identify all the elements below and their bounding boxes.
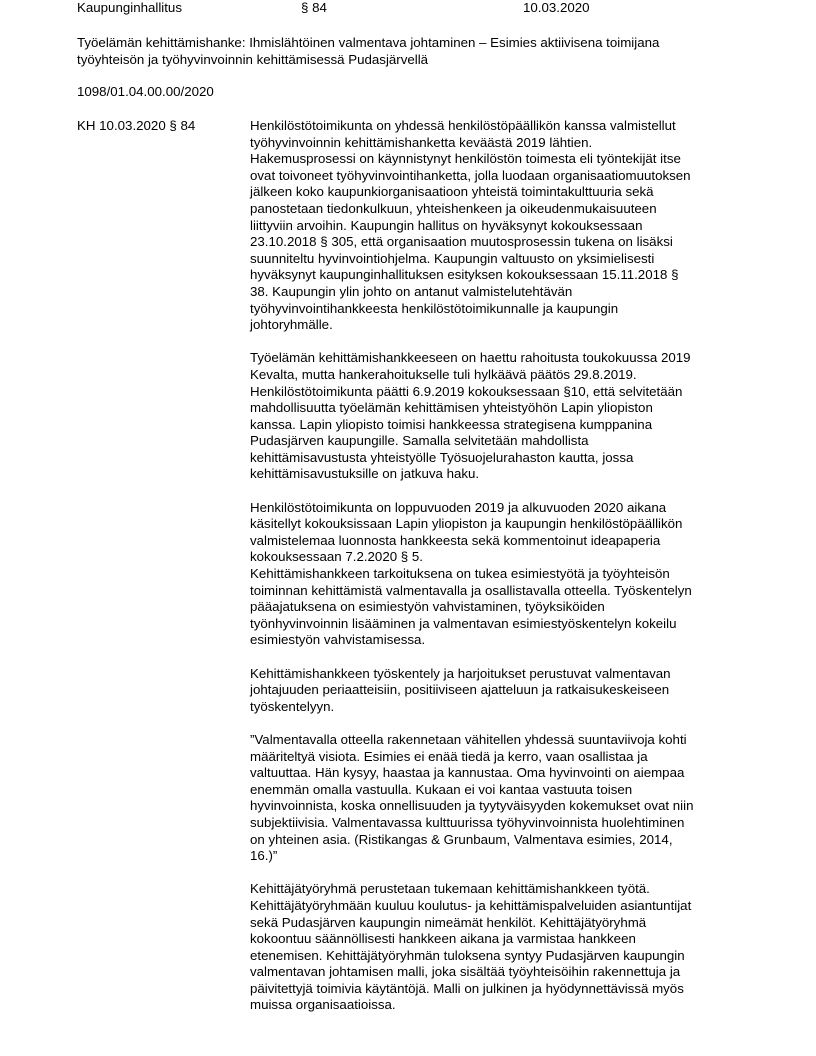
paragraph-line: etenemisen. Kehittäjätyöryhmän tuloksena syntyy Pudasjärven kaupungin <box>250 947 685 963</box>
body-paragraph <box>250 732 750 865</box>
paragraph-line: esimiestyön vahvistamisessa. <box>250 632 426 648</box>
paragraph-line: 23.10.2018 § 305, että organisaation muutosprosessin tukena on lisäksi <box>250 234 673 250</box>
paragraph-line: panostetaan tiedonkulkuun, yhteishenkeen ja oikeudenmukaisuuteen <box>250 200 657 216</box>
paragraph-line: Henkilöstötoimikunta on yhdessä henkilöstöpäällikön kanssa valmistellut <box>250 118 676 133</box>
body-paragraph <box>250 500 750 649</box>
title-line: Työelämän kehittämishanke: Ihmislähtöinen valmentava johtaminen – Esimies aktiivisena toimijana <box>77 35 660 50</box>
document-number: 1098/01.04.00.00/2020 <box>77 84 214 99</box>
paragraph-line: mahdollisuutta työelämän kehittämisen yhteistyöhön Lapin yliopiston <box>250 400 653 416</box>
header-section: § 84 <box>301 0 327 15</box>
meeting-reference: KH 10.03.2020 § 84 <box>77 118 196 133</box>
paragraph-line: johtajuuden periaatteisiin, positiiviseen ajatteluun ja ratkaisukeskeiseen <box>250 682 670 698</box>
paragraph-line: Kehittäjätyöryhmään kuuluu koulutus- ja kehittämispalveluiden asiantuntijat <box>250 897 692 913</box>
paragraph-line: päivitettyjä toimivia käytäntöjä. Malli on julkinen ja hyödynnettävissä myös <box>250 980 684 996</box>
paragraph-line: on yhteinen asia. (Ristikangas & Grunbaum, Valmentava esimies, 2014, <box>250 831 673 847</box>
paragraph-line: kehittämisavustusta yhteistyölle Työsuojelurahaston kautta, jossa <box>250 449 634 465</box>
paragraph-line: 16.)” <box>250 848 278 864</box>
paragraph-line: työskentelyyn. <box>250 698 335 714</box>
paragraph-line: Hakemusprosessi on käynnistynyt henkilöstön toimesta eli työntekijät itse <box>250 151 681 167</box>
paragraph-line: Pudasjärven kaupungille. Samalla selvitetään mahdollista <box>250 433 589 449</box>
paragraph-line: 38. Kaupungin ylin johto on antanut valmistelutehtävän <box>250 283 573 299</box>
paragraph-line: Kevalta, mutta hankerahoitukselle tuli hylkäävä päätös 29.8.2019. <box>250 366 637 382</box>
paragraph-line: valmentavan johtamisen malli, joka sisältää työyhteisöihin rakennettuja ja <box>250 964 681 980</box>
header-date: 10.03.2020 <box>523 0 590 15</box>
paragraph-line: valtuuttaa. Hän kysyy, haastaa ja kannustaa. Oma hyvinvointi on aiempaa <box>250 765 685 781</box>
paragraph-line: kanssa. Lapin yliopisto toimisi hankkeessa strategisena kumppanina <box>250 416 653 432</box>
paragraph-line: työnhyvinvoinnin lisääminen ja valmentavan esimiestyöskentelyn kokeilu <box>250 615 677 631</box>
body-paragraph <box>250 881 750 1014</box>
paragraph-line: enemmän omalla vastuulla. Kukaan ei voi kantaa vastuuta toisen <box>250 781 633 797</box>
paragraph-line: Kehittäjätyöryhmä perustetaan tukemaan kehittämishankkeen työtä. <box>250 881 650 897</box>
paragraph-line: Henkilöstötoimikunta päätti 6.9.2019 kokouksessaan §10, että selvitetään <box>250 383 683 399</box>
paragraph-line: subjektiivisia. Valmentavassa kulttuurissa työhyvinvoinnista huolehtiminen <box>250 814 685 830</box>
paragraph-line: Kehittämishankkeen tarkoituksena on tukea esimiestyötä ja työyhteisön <box>250 566 670 582</box>
paragraph-line: kokouksessaan 7.2.2020 § 5. <box>250 549 423 565</box>
paragraph-line: ”Valmentavalla otteella rakennetaan vähitellen yhdessä suuntaviivoja kohti <box>250 731 687 747</box>
paragraph-line: suunniteltu hyvinvointiohjelma. Kaupungin valtuusto on yksimielisesti <box>250 250 655 266</box>
body-paragraph <box>250 666 750 716</box>
paragraph-line: toiminnan kehittämistä valmentavalla ja osallistavalla otteella. Työskentelyn <box>250 582 692 598</box>
paragraph-line: liittyviin arvoihin. Kaupungin hallitus on hyväksynyt kokouksessaan <box>250 217 643 233</box>
paragraph-line: Henkilöstötoimikunta on loppuvuoden 2019 ja alkuvuoden 2020 aikana <box>250 499 667 515</box>
header-organ: Kaupunginhallitus <box>77 0 182 15</box>
paragraph-line: määriteltyä visiota. Esimies ei enää tiedä ja kerro, vaan osallistaa ja <box>250 748 648 764</box>
paragraph-line: käsitellyt kokouksissaan Lapin yliopiston ja kaupungin henkilöstöpäällikön <box>250 516 683 532</box>
paragraph-line: työhyvinvointihankkeesta henkilöstötoimikunnalle ja kaupungin <box>250 300 619 316</box>
paragraph-line: työhyvinvoinnin kehittämishanketta keväästä 2019 lähtien. <box>250 134 593 150</box>
paragraph-line: hyvinvoinnista, koska onnellisuuden ja tyytyväisyyden kokemukset ovat niin <box>250 798 694 814</box>
paragraph-line: jälkeen koko kaupunkiorganisaatioon yhteistä toimintakulttuuria sekä <box>250 184 654 200</box>
document-title <box>77 35 777 68</box>
paragraph-line: Kehittämishankkeen työskentely ja harjoitukset perustuvat valmentavan <box>250 665 671 681</box>
paragraph-line: kehittämisavustuksille on jatkuva haku. <box>250 466 480 482</box>
paragraph-line: hyväksynyt kaupunginhallituksen esityksen kokouksessaan 15.11.2018 § <box>250 267 679 283</box>
title-line: työyhteisön ja työhyvinvoinnin kehittämisessä Pudasjärvellä <box>77 51 429 67</box>
paragraph-line: sekä Pudasjärven kaupungin nimeämät henkilöt. Kehittäjätyöryhmä <box>250 914 647 930</box>
body-paragraph <box>250 118 750 334</box>
paragraph-line: kokoontuu säännöllisesti hankkeen aikana ja varmistaa hankkeen <box>250 931 636 947</box>
paragraph-line: pääajatuksena on esimiestyön vahvistaminen, työyksiköiden <box>250 599 605 615</box>
paragraph-line: Työelämän kehittämishankkeeseen on haettu rahoitusta toukokuussa 2019 <box>250 350 691 366</box>
document-body <box>250 118 750 1031</box>
paragraph-line: muissa organisaatioissa. <box>250 997 396 1013</box>
paragraph-line: valmistelemaa luonnosta hankkeesta sekä kommentoinut ideapaperia <box>250 532 661 548</box>
paragraph-line: johtoryhmälle. <box>250 317 333 333</box>
paragraph-line: ovat toivoneet työhyvinvointihanketta, jolla luodaan organisaatiomuutoksen <box>250 167 691 183</box>
body-paragraph <box>250 350 750 483</box>
